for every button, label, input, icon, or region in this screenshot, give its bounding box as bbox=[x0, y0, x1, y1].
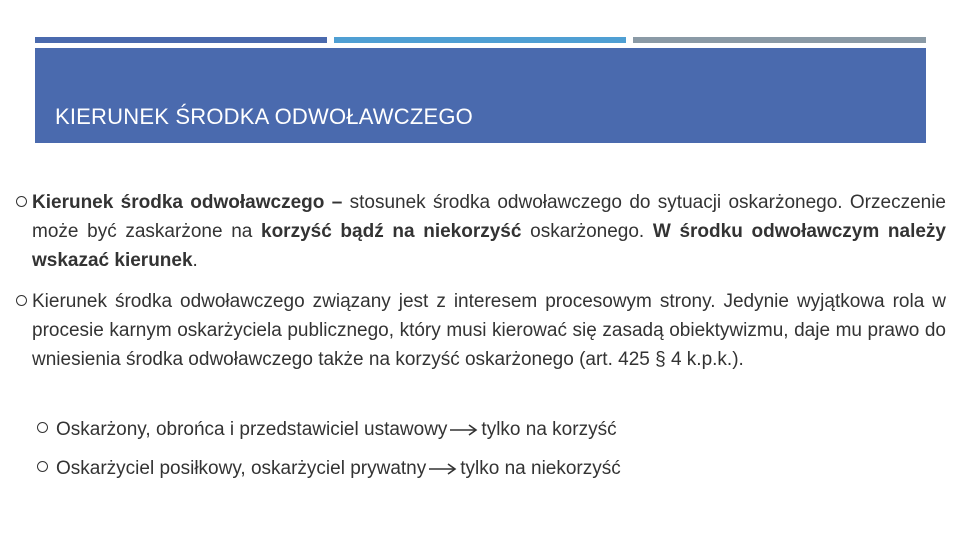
p1-text2: oskarżonego. bbox=[521, 221, 653, 242]
sub-item-defendant bbox=[56, 415, 617, 444]
right-arrow-icon bbox=[449, 423, 479, 437]
sub2-left: Oskarżyciel posiłkowy, oskarżyciel prywatny bbox=[56, 458, 427, 479]
circle-bullet-icon bbox=[37, 461, 48, 472]
accent-bar-gray bbox=[633, 37, 926, 43]
accent-bar-blue bbox=[35, 37, 327, 43]
paragraph-definition bbox=[32, 188, 946, 275]
right-arrow-icon bbox=[428, 462, 458, 476]
slide-title: KIERUNEK ŚRODKA ODWOŁAWCZEGO bbox=[55, 104, 473, 129]
term-bold: Kierunek środka odwoławczego – bbox=[32, 192, 343, 213]
sub1-right: tylko na korzyść bbox=[481, 419, 617, 440]
sub-item-prosecutor bbox=[56, 454, 621, 483]
p1-bold3: W środku odwoławczym należy wskazać kierunek bbox=[32, 221, 946, 271]
accent-bar-light-blue bbox=[334, 37, 626, 43]
sub2-right: tylko na niekorzyść bbox=[460, 458, 621, 479]
sub1-left: Oskarżony, obrońca i przedstawiciel ustawowy bbox=[56, 419, 448, 440]
p1-text1: stosunek środka odwoławczego do sytuacji oskarżonego. Orzeczenie może być zaskarżone na bbox=[32, 192, 946, 242]
circle-bullet-icon bbox=[16, 196, 27, 207]
circle-bullet-icon bbox=[16, 295, 27, 306]
paragraph-interest: Kierunek środka odwoławczego związany jest z interesem procesowym strony. Jedynie wyjątkowa rola w procesie karnym oskarżyciela publicznego, który musi kierować się zasadą obiektywizmu, daje mu prawo do wniesienia środka odwoławczego także na korzyść oskarżonego (art. 425 § 4 k.p.k.). bbox=[32, 291, 946, 370]
p1-text3: . bbox=[192, 250, 198, 271]
p1-bold2: korzyść bądź na niekorzyść bbox=[261, 221, 522, 242]
circle-bullet-icon bbox=[37, 422, 48, 433]
